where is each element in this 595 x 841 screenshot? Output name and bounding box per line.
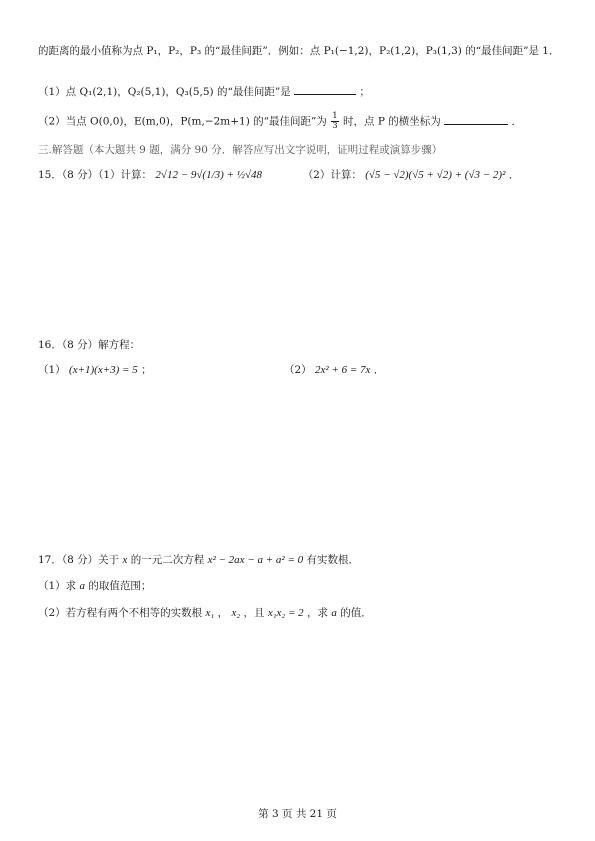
root-x2: x₂ xyxy=(231,607,241,619)
problem-16-equation-2: 2x² + 6 = 7x xyxy=(315,364,371,376)
problem-17-stem xyxy=(38,553,359,567)
problem-17-part-2-end: 的值． xyxy=(340,607,372,619)
page-footer: 第 3 页 共 21 页 xyxy=(258,808,337,820)
problem-17-part-2 xyxy=(38,606,372,620)
variable-a-2: a xyxy=(331,607,337,619)
fraction-denominator: 3 xyxy=(332,121,338,131)
problem-16-title: 16．（8 分）解方程： xyxy=(38,339,141,351)
problem-17-part-2-mid: ，且 xyxy=(243,607,265,619)
answer-blank-2[interactable] xyxy=(444,114,508,125)
problem-15-part-2-label: （2）计算： xyxy=(302,169,362,181)
q1-end: ； xyxy=(359,86,370,98)
problem-15-expression-1: 2√12 − 9√(1/3) + ½√48 xyxy=(155,169,262,181)
problem-17-part-1-label: （1）求 xyxy=(38,580,77,592)
q2-end: ． xyxy=(511,115,522,128)
section-three-heading: 三.解答题（本大题共 9 题，满分 90 分．解答应写出文字说明，证明过程或演算步骤） xyxy=(38,144,443,156)
problem-16-part-2-label: （2） xyxy=(284,364,312,376)
problem-16-part-1-end: ； xyxy=(141,364,152,376)
problem-15-label: 15．（8 分）（1）计算： xyxy=(38,169,153,181)
problem-15-end: ． xyxy=(508,169,520,181)
problem-16-part-2 xyxy=(284,363,384,377)
problem-17-label: 17．（8 分）关于 xyxy=(38,554,120,566)
problem-16-part-2-end: ． xyxy=(373,364,385,376)
variable-x: x xyxy=(122,554,128,566)
problem-17-part-2-label: （2）若方程有两个不相等的实数根 xyxy=(38,607,203,619)
product-condition: x₁x₂ = 2 xyxy=(267,607,304,619)
question-14-part-1 xyxy=(38,84,370,99)
problem-17-end: 有实数根． xyxy=(306,554,359,566)
variable-a: a xyxy=(79,580,86,592)
fraction-numerator: 1 xyxy=(332,111,338,121)
root-x1: x₁ xyxy=(205,607,215,619)
q1-text: （1）点 Q₁(2,1)，Q₂(5,1)，Q₃(5,5) 的“最佳间距”是 xyxy=(38,86,291,98)
problem-17-middle: 的一元二次方程 xyxy=(130,554,205,566)
problem-16-part-1 xyxy=(38,363,152,377)
problem-17-part-2-mid2: ，求 xyxy=(307,607,329,619)
problem-15-expression-2: (√5 − √2)(√5 + √2) + (√3 − 2)² xyxy=(365,169,506,181)
answer-blank-1[interactable] xyxy=(294,84,356,95)
problem-17-part-1 xyxy=(38,579,151,593)
problem-17-part-1-end: 的取值范围； xyxy=(88,580,152,592)
problem-17-equation: x² − 2ax − a + a² = 0 xyxy=(207,554,304,566)
q2-text: （2）当点 O(0,0)，E(m,0)，P(m,−2m+1) 的“最佳间距”为 xyxy=(38,115,327,128)
problem-16-equation-1: (x+1)(x+3) = 5 xyxy=(69,364,138,376)
problem-15 xyxy=(38,168,519,182)
question-14-part-2 xyxy=(38,112,522,131)
fraction-one-third xyxy=(331,112,338,131)
q2-middle: 时，点 P 的横坐标为 xyxy=(343,115,441,128)
separator: ， xyxy=(217,607,229,619)
problem-16-part-1-label: （1） xyxy=(38,364,66,376)
definition-continuation: 的距离的最小值称为点 P₁，P₂，P₃ 的“最佳间距”．例如：点 P₁(−1,2)，P₂(1,2)，P₃(1,3) 的“最佳间距”是 1． xyxy=(38,45,560,57)
